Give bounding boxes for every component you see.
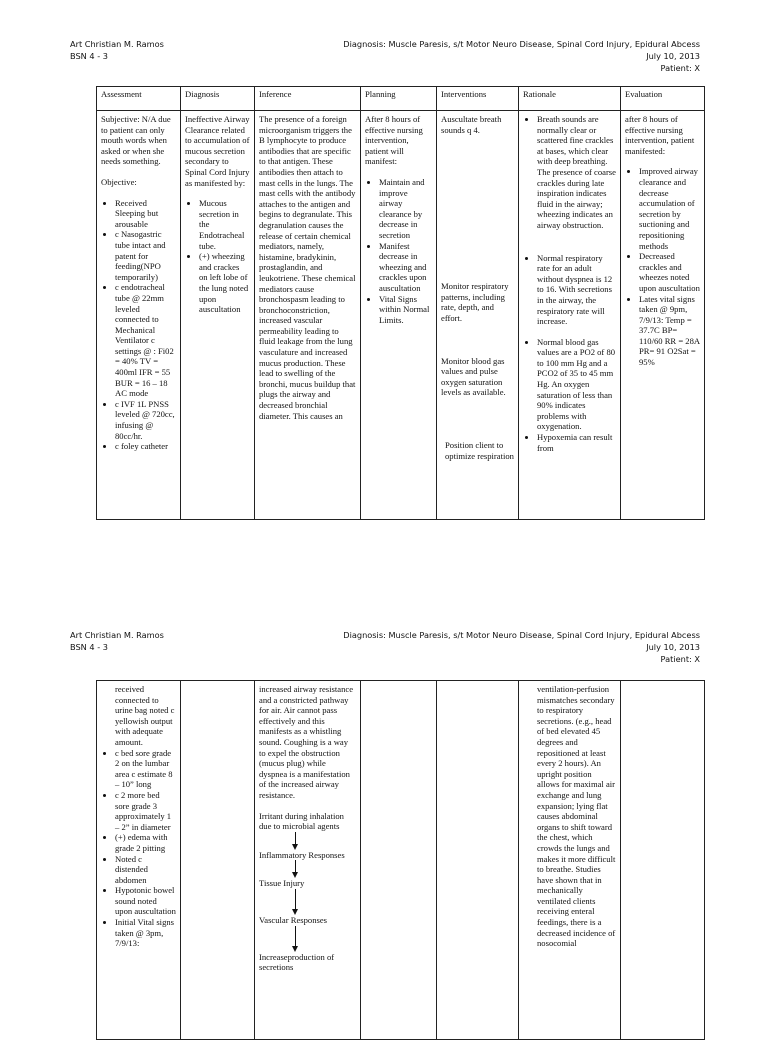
- care-plan-table-page1: [96, 86, 705, 520]
- list-item: • c foley catheter: [115, 441, 176, 452]
- assessment-cell: [97, 111, 181, 520]
- diagnosis-cell: [181, 681, 255, 1040]
- flow-step: Inflammatory Responses: [259, 849, 345, 860]
- interventions-cell: [437, 681, 519, 1040]
- diagnosis-text: Ineffective Airway Clearance related to accumulation of mucous secretion secondary to Spinal Cord Injury as manifested by:: [185, 114, 250, 188]
- list-item: • Initial Vital signs taken @ 3pm, 7/9/13:: [115, 917, 176, 949]
- rationale-cell: [519, 111, 621, 520]
- diagnosis-title: Diagnosis: Muscle Paresis, s/t Motor Neuro Disease, Spinal Cord Injury, Epidural Abcess: [343, 630, 700, 640]
- diagnosis-list: [185, 198, 250, 315]
- evaluation-list: [625, 166, 700, 367]
- list-item: • Normal blood gas values are a PO2 of 80 to 100 mm Hg and a PCO2 of 35 to 45 mm Hg. An oxygen saturation of less than 90% indicates problems with oxygenation.: [537, 337, 616, 432]
- objective-list: [101, 198, 176, 452]
- header-date: July 10, 2013: [646, 642, 700, 652]
- list-item: • Breath sounds are normally clear or scattered fine crackles at bases, which clear with deep breathing. The presence of coarse crackles during late inspiration indicates fluid in the airway; wheezing indicates an airway obstruction.: [537, 114, 616, 231]
- student-name: Art Christian M. Ramos: [70, 39, 164, 49]
- list-item: • (+) edema with grade 2 pitting: [115, 832, 176, 853]
- rationale-cell: [519, 681, 621, 1040]
- list-item: • Maintain and improve airway clearance by decrease in secretion: [379, 177, 432, 241]
- col-evaluation: Evaluation: [621, 87, 705, 111]
- inference-cell: [255, 111, 361, 520]
- header-row: [97, 87, 705, 111]
- assessment-continued: received connected to urine bag noted c yellowish output with adequate amount.: [115, 684, 175, 747]
- col-assessment: Assessment: [97, 87, 181, 111]
- list-item: • Mucous secretion in the Endotracheal tube.: [199, 198, 250, 251]
- flow-step: Tissue Injury: [259, 878, 305, 889]
- down-arrow-icon: [295, 926, 356, 952]
- list-item: • Decreased crackles and wheezes noted upon auscultation: [639, 251, 700, 293]
- col-inference: Inference: [255, 87, 361, 111]
- down-arrow-icon: [295, 860, 356, 878]
- interventions-cell: [437, 111, 519, 520]
- header-date: July 10, 2013: [646, 51, 700, 61]
- care-plan-table-page2: [96, 680, 705, 1040]
- flow-step: Increaseproduction of secretions: [259, 951, 335, 973]
- student-section: BSN 4 - 3: [70, 642, 108, 652]
- inference-cell: [255, 681, 361, 1040]
- assessment-list: [101, 748, 176, 949]
- intervention-item: Position client to optimize respiration: [445, 439, 514, 461]
- planning-cell: [361, 111, 437, 520]
- list-item: • Hypotonic bowel sound noted upon auscultation: [115, 885, 176, 917]
- intervention-item: Auscultate breath sounds q 4.: [441, 114, 502, 135]
- student-section: BSN 4 - 3: [70, 51, 108, 61]
- list-item: • Noted c distended abdomen: [115, 854, 176, 886]
- evaluation-cell: [621, 681, 705, 1040]
- intervention-item: Monitor respiratory patterns, including rate, depth, and effort.: [441, 281, 509, 323]
- subjective-text: Subjective: N/A due to patient can only mouth words when asked or when she needs something.: [101, 114, 171, 167]
- col-rationale: Rationale: [519, 87, 621, 111]
- list-item: • c Nasogastric tube intact and patent for feeding(NPO temporarily): [115, 229, 176, 282]
- planning-list: [365, 177, 432, 325]
- objective-label: Objective:: [101, 176, 137, 187]
- assessment-cell: [97, 681, 181, 1040]
- body-row: [97, 681, 705, 1040]
- rationale-continued: ventilation-perfusion mismatches secondary to respiratory secretions. (e.g., head of bed elevated 45 degrees and repositioned at least every 2 hours). An upright position allows for maximal air exchange and lung expansion; lying flat causes abdominal organs to shift toward the chest, which crowds the lungs and makes it more difficult to breathe. Studies have shown that in mechanically ventilated clients receiving enteral feedings, there is a decreased incidence of nosocomial: [537, 684, 616, 949]
- down-arrow-icon: [295, 889, 356, 915]
- list-item: • (+) wheezing and crackes on left lobe of the lung noted upon auscultation: [199, 251, 250, 315]
- list-item: • Improved airway clearance and decrease accumulation of secretion by suctioning and repositioning methods: [639, 166, 700, 251]
- col-interventions: Interventions: [437, 87, 519, 111]
- planning-text: After 8 hours of effective nursing intervention, patient will manifest:: [365, 114, 423, 167]
- list-item: • c endotracheal tube @ 22mm leveled connected to Mechanical Ventilator c settings @ : Fi02 = 40% TV = 400ml IFR = 55 BUR = 16 – 18 AC mode: [115, 282, 176, 399]
- list-item: • Normal respiratory rate for an adult without dyspnea is 12 to 16. With secretions in the airway, the respiratory rate will increase.: [537, 253, 616, 327]
- list-item: • c 2 more bed sore grade 3 approximately 1 – 2” in diameter: [115, 790, 176, 832]
- col-diagnosis: Diagnosis: [181, 87, 255, 111]
- patient-label: Patient: X: [660, 654, 700, 664]
- student-name: Art Christian M. Ramos: [70, 630, 164, 640]
- list-item: • Lates vital signs taken @ 9pm, 7/9/13: Temp = 37.7C BP= 110/60 RR = 28A PR= 91 O2Sat = 95%: [639, 294, 700, 368]
- list-item: • c bed sore grade 2 on the lumbar area c estimate 8 – 10” long: [115, 748, 176, 790]
- diagnosis-cell: [181, 111, 255, 520]
- planning-cell: [361, 681, 437, 1040]
- col-planning: Planning: [361, 87, 437, 111]
- rationale-list: [523, 114, 616, 453]
- evaluation-cell: [621, 111, 705, 520]
- down-arrow-icon: [295, 832, 356, 850]
- intervention-item: Monitor blood gas values and pulse oxygen saturation levels as available.: [441, 355, 506, 398]
- list-item: • c IVF 1L PNSS leveled @ 720cc, infusing @ 80cc/hr.: [115, 399, 176, 441]
- diagnosis-title: Diagnosis: Muscle Paresis, s/t Motor Neuro Disease, Spinal Cord Injury, Epidural Abcess: [343, 39, 700, 49]
- inference-continued: increased airway resistance and a constricted pathway for air. Air cannot pass effectively and this manifests as a whistling sound. Coughing is a way to expel the obstruction (mucus plug) while dyspnea is a manifestation of the increased airway resistance.: [259, 684, 354, 800]
- body-row: [97, 111, 705, 520]
- list-item: • Hypoxemia can result from: [537, 432, 616, 453]
- list-item: • Vital Signs within Normal Limits.: [379, 294, 432, 326]
- list-item: • Manifest decrease in wheezing and crackles upon auscultation: [379, 241, 432, 294]
- evaluation-text: after 8 hours of effective nursing intervention, patient manifested:: [625, 114, 695, 156]
- patient-label: Patient: X: [660, 63, 700, 73]
- list-item: • Received Sleeping but arousable: [115, 198, 176, 230]
- flow-step: Vascular Responses: [259, 914, 328, 925]
- flow-step: Irritant during inhalation due to microbial agents: [259, 810, 344, 832]
- inference-text: The presence of a foreign microorganism triggers the B lymphocyte to produce antibodies that are specific to that antigen. These antibodies then attach to mast cells in the lungs. The mast cells with the antibody attaches to the antigen and begins to degranulate. This degranulation causes the release of certain chemical mediators, namely, histamine, bradykinin, prostaglandin, and leukotriene. These chemical mediators cause bronchospasm leading to bronchoconstriction, increased vascular permeability leading to fluid leakage from the lung vasculature and increased mucus production. These lead to swelling of the bronchi, mucus buildup that plugs the airway and decreased bronchial diameter. This causes an: [259, 114, 356, 421]
